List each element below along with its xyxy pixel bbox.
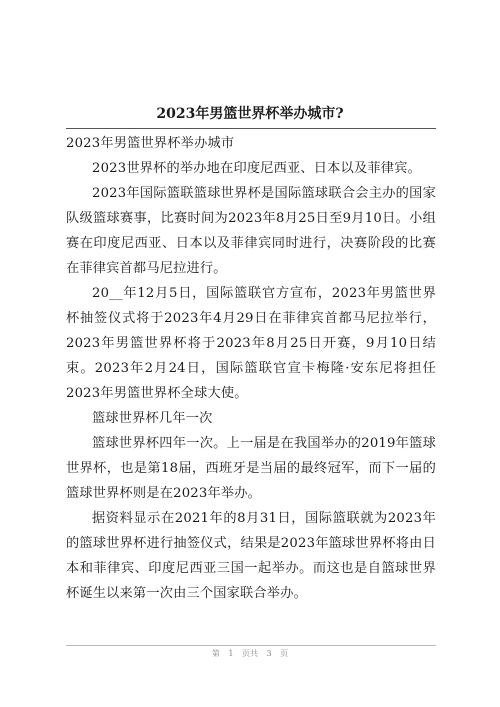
paragraph: 2023世界杯的举办地在印度尼西亚、日本以及菲律宾。 — [92, 161, 421, 176]
paragraph: 20__年12月5日，国际篮联官方宣布，2023年男篮世界杯抽签仪式将于2023年4月29日在菲律宾首都马尼拉举行，2023年男篮世界杯将于2023年8月25日开赛，9月10日结束。2023年2月24日，国际篮联官宣卡梅隆·安东尼将担任2023年男篮世界杯全球大使。 — [66, 286, 436, 401]
section-heading: 篮球世界杯几年一次 — [92, 411, 213, 426]
document-title: 2023年男篮世界杯举办城市? — [156, 106, 344, 122]
footer-divider — [66, 645, 436, 646]
paragraph: 篮球世界杯四年一次。上一届是在我国举办的2019年篮球世界杯，也是第18届，西班牙是当届的最终冠军，而下一届的篮球世界杯则是在2023年举办。 — [66, 436, 436, 501]
section-heading: 2023年男篮世界杯举办城市 — [66, 136, 235, 151]
paragraph: 2023年国际篮联篮球世界杯是国际篮球联合会主办的国家队级篮球赛事，比赛时间为2023年8月25日至9月10日。小组赛在印度尼西亚、日本以及菲律宾同时进行，决赛阶段的比赛在菲律宾首都马尼拉进行。 — [66, 186, 436, 276]
page-number: 第 1 页共 3 页 — [211, 649, 289, 658]
header-divider — [66, 128, 436, 129]
document-body — [66, 131, 436, 606]
paragraph: 据资料显示在2021年的8月31日，国际篮联就为2023年的篮球世界杯进行抽签仪式，结果是2023年篮球世界杯将由日本和菲律宾、印度尼西亚三国一起举办。而这也是自篮球世界杯诞生以来第一次由三个国家联合举办。 — [66, 511, 436, 601]
